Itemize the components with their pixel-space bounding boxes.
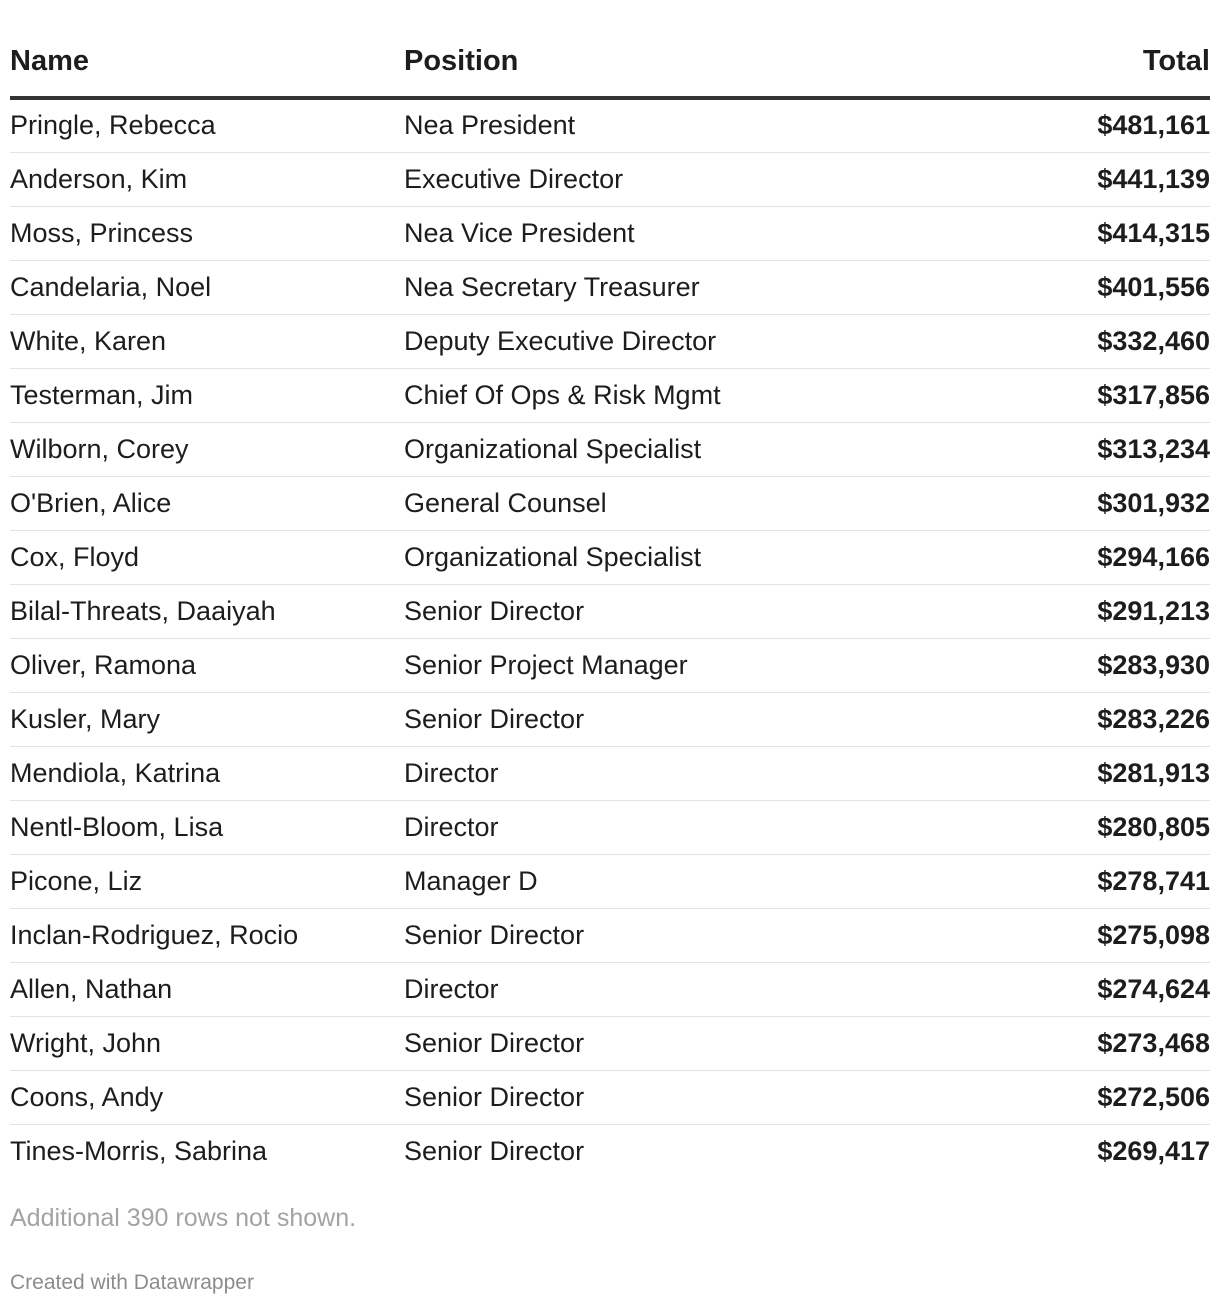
cell-name: Bilal-Threats, Daaiyah (10, 584, 404, 638)
cell-position: Senior Project Manager (404, 638, 904, 692)
cell-total: $313,234 (904, 422, 1210, 476)
cell-position: Director (404, 746, 904, 800)
cell-position: Organizational Specialist (404, 530, 904, 584)
cell-name: Allen, Nathan (10, 962, 404, 1016)
cell-name: Coons, Andy (10, 1070, 404, 1124)
cell-name: Tines-Morris, Sabrina (10, 1135, 268, 1166)
cell-total: $291,213 (904, 584, 1210, 638)
table-row (10, 476, 1210, 530)
cell-position: Organizational Specialist (404, 422, 904, 476)
table-row (10, 962, 1210, 1016)
cell-total: $441,139 (904, 152, 1210, 206)
cell-name: O'Brien, Alice (10, 476, 404, 530)
cell-total: $269,417 (1097, 1135, 1210, 1166)
cell-name: Moss, Princess (10, 206, 404, 260)
cell-position: Senior Director (404, 908, 904, 962)
table-row (10, 638, 1210, 692)
cell-total: $275,098 (904, 908, 1210, 962)
cell-name: Kusler, Mary (10, 692, 404, 746)
table-row (10, 368, 1210, 422)
cell-position: Director (404, 800, 904, 854)
cell-total: $280,805 (904, 800, 1210, 854)
table-row (10, 98, 1210, 152)
cell-position: Senior Director (404, 1016, 904, 1070)
cell-total: $274,624 (904, 962, 1210, 1016)
cell-position: Senior Director (404, 692, 904, 746)
cell-position: Director (404, 962, 904, 1016)
table-row (10, 260, 1210, 314)
cell-name: Cox, Floyd (10, 530, 404, 584)
cell-position: Senior Director (404, 584, 904, 638)
table-row (10, 530, 1210, 584)
cell-total: $278,741 (904, 854, 1210, 908)
column-header-total[interactable]: Total (904, 0, 1210, 98)
cell-total: $332,460 (904, 314, 1210, 368)
cell-name: Wilborn, Corey (10, 422, 404, 476)
table-row (10, 1124, 1210, 1178)
cell-name: White, Karen (10, 314, 404, 368)
table-chart (10, 0, 1210, 1295)
attribution-footer: Created with Datawrapper (10, 1271, 254, 1294)
cell-total: $401,556 (904, 260, 1210, 314)
cell-name: Picone, Liz (10, 854, 404, 908)
cell-total: $317,856 (904, 368, 1210, 422)
table-row (10, 1016, 1210, 1070)
table-notes: Additional 390 rows not shown. (10, 1204, 357, 1232)
table-row (10, 152, 1210, 206)
cell-position: Nea Secretary Treasurer (404, 260, 904, 314)
column-header-name[interactable]: Name (10, 0, 404, 98)
cell-name: Candelaria, Noel (10, 260, 404, 314)
table-row (10, 422, 1210, 476)
cell-position: Senior Director (404, 1135, 585, 1166)
header-row (10, 0, 1210, 98)
cell-total: $272,506 (904, 1070, 1210, 1124)
table-row (10, 692, 1210, 746)
table-row (10, 800, 1210, 854)
cell-name: Nentl-Bloom, Lisa (10, 800, 404, 854)
cell-total: $281,913 (904, 746, 1210, 800)
table-row (10, 584, 1210, 638)
table-body (10, 98, 1210, 1178)
table-row (10, 206, 1210, 260)
cell-total: $283,226 (904, 692, 1210, 746)
cell-position: Chief Of Ops & Risk Mgmt (404, 368, 904, 422)
table-row (10, 854, 1210, 908)
cell-total: $481,161 (904, 98, 1210, 152)
cell-position: Nea President (404, 98, 904, 152)
cell-name: Oliver, Ramona (10, 638, 404, 692)
cell-position: Senior Director (404, 1070, 904, 1124)
table-header (10, 0, 1210, 98)
salary-table (10, 0, 1210, 1178)
table-row (10, 908, 1210, 962)
table-row (10, 746, 1210, 800)
column-header-position[interactable]: Position (404, 0, 904, 98)
cell-name: Pringle, Rebecca (10, 98, 404, 152)
table-row (10, 1070, 1210, 1124)
cell-name: Wright, John (10, 1016, 404, 1070)
cell-total: $273,468 (904, 1016, 1210, 1070)
cell-total: $301,932 (904, 476, 1210, 530)
cell-name: Inclan-Rodriguez, Rocio (10, 908, 404, 962)
cell-position: Deputy Executive Director (404, 314, 904, 368)
cell-position: Nea Vice President (404, 206, 904, 260)
cell-name: Testerman, Jim (10, 368, 404, 422)
table-row (10, 314, 1210, 368)
cell-position: Executive Director (404, 152, 904, 206)
cell-position: General Counsel (404, 476, 904, 530)
cell-name: Mendiola, Katrina (10, 746, 404, 800)
cell-total: $414,315 (904, 206, 1210, 260)
cell-total: $294,166 (904, 530, 1210, 584)
cell-total: $283,930 (904, 638, 1210, 692)
cell-name: Anderson, Kim (10, 152, 404, 206)
cell-position: Manager D (404, 854, 904, 908)
